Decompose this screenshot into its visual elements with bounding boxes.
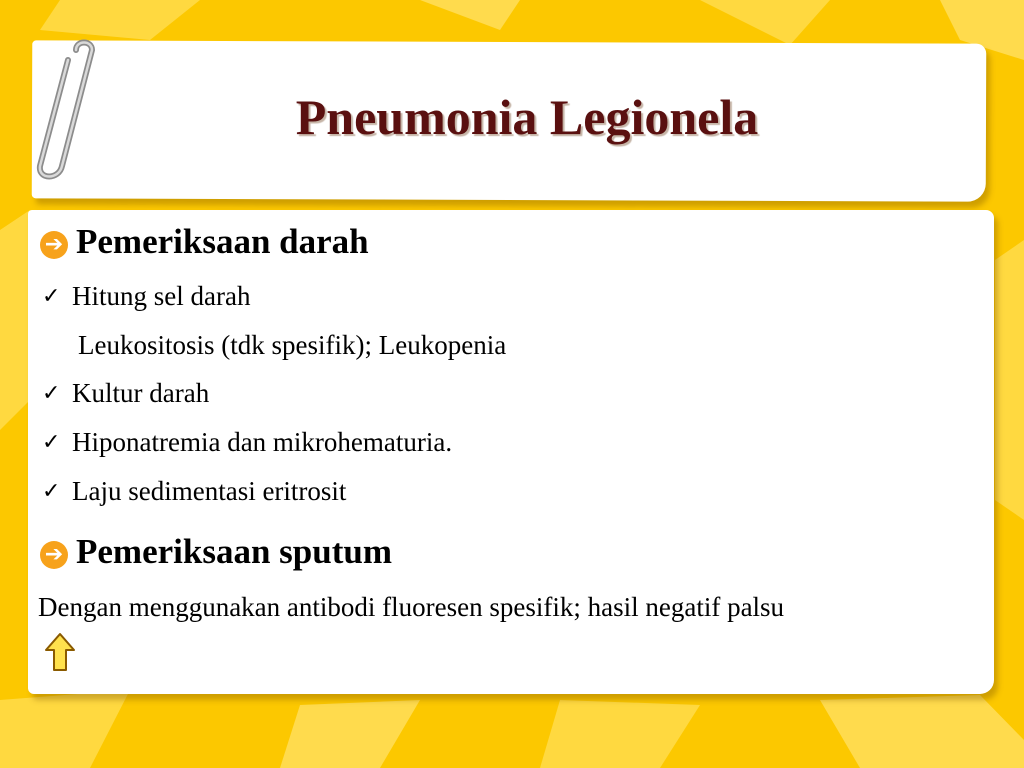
list-item: ✓ Kultur darah [42, 378, 210, 408]
section-heading-blood: ➔ Pemeriksaan darah [40, 222, 369, 262]
section-body-text: Dengan menggunakan antibodi fluoresen spesifik; hasil negatif palsu [38, 592, 785, 622]
list-item: ✓ Laju sedimentasi eritrosit [42, 476, 347, 506]
list-item: ✓ Hitung sel darah [42, 281, 251, 311]
check-icon: ✓ [42, 284, 61, 309]
slide-title: Pneumonia Legionela [295, 89, 759, 145]
arrow-circle-right-icon: ➔ [40, 541, 68, 569]
list-item: Leukositosis (tdk spesifik); Leukopenia [78, 330, 507, 360]
check-icon: ✓ [42, 381, 61, 406]
check-icon: ✓ [42, 479, 61, 504]
up-arrow-icon[interactable] [44, 632, 76, 672]
section-heading-sputum: ➔ Pemeriksaan sputum [40, 532, 392, 572]
list-item: ✓ Hiponatremia dan mikrohematuria. [42, 427, 453, 457]
arrow-circle-right-icon: ➔ [40, 231, 68, 259]
check-icon: ✓ [42, 430, 61, 455]
